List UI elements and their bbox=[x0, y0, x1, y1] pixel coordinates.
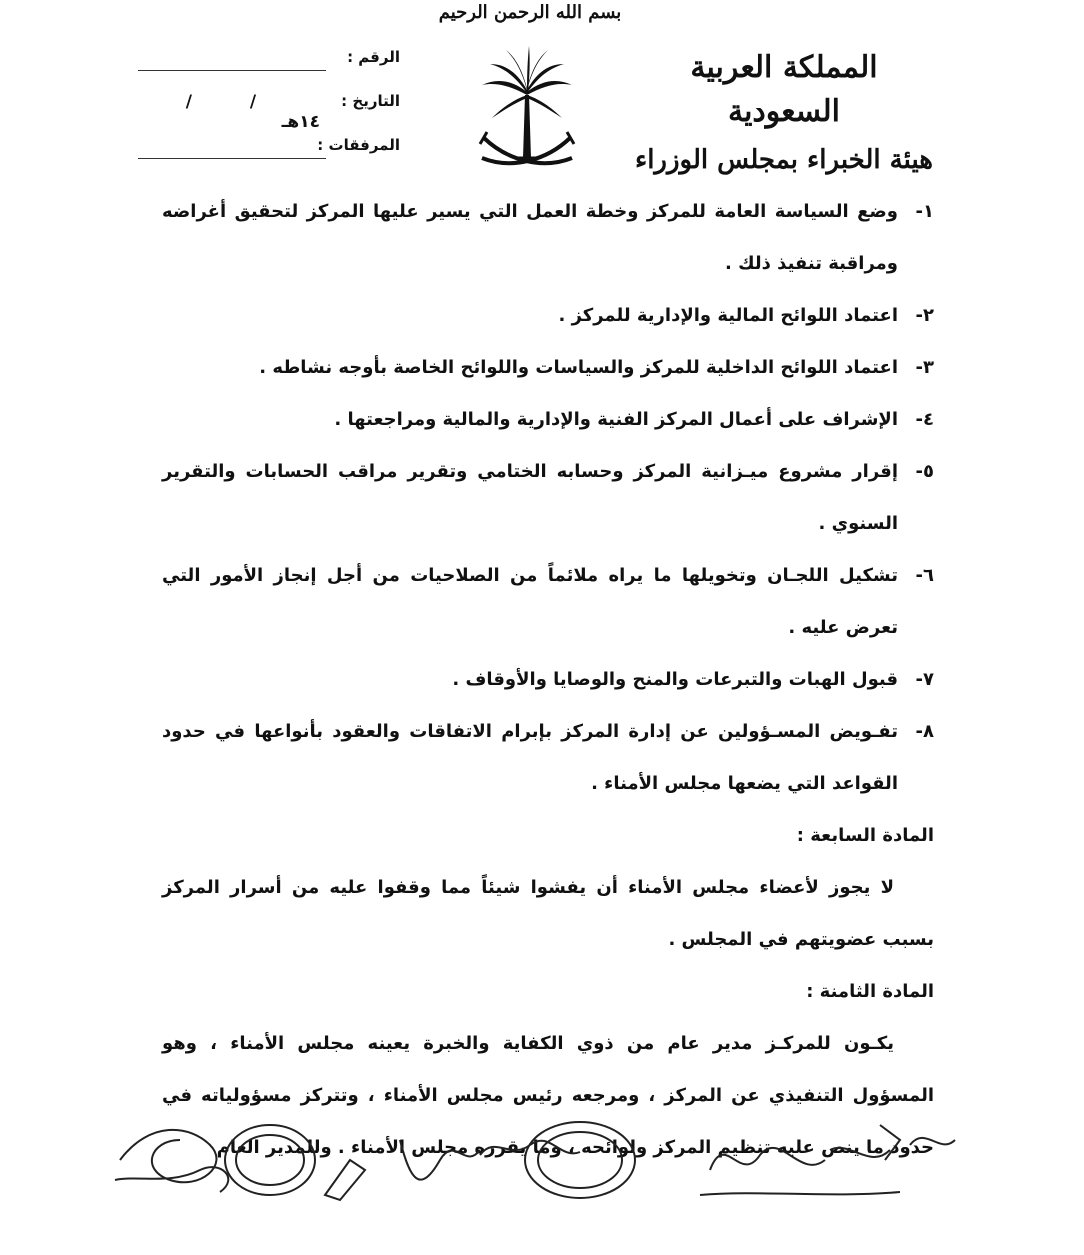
item-number: ٢- bbox=[915, 305, 934, 326]
hijri-date-template bbox=[130, 92, 320, 132]
attachments-label: المرفقات : bbox=[317, 136, 400, 154]
date-row bbox=[130, 92, 400, 136]
item-text: إقرار مشروع ميـزانية المركز وحسابه الختامي وتقرير مراقب الحسابات والتقرير السنوي . bbox=[162, 461, 898, 534]
hijri-year-suffix: ١٤هـ bbox=[281, 112, 320, 132]
numbered-item bbox=[162, 550, 934, 654]
seal-stamp bbox=[538, 1132, 622, 1188]
org-name-line2: هيئة الخبراء بمجلس الوزراء bbox=[634, 145, 933, 175]
attachments-blank-line bbox=[138, 158, 326, 159]
letter-meta-fields bbox=[130, 48, 400, 180]
letterhead-organization bbox=[634, 46, 934, 180]
numbered-item bbox=[162, 446, 934, 550]
seal-stamp bbox=[525, 1122, 635, 1198]
document-body bbox=[162, 186, 934, 1174]
article-seven-heading: المادة السابعة : bbox=[796, 825, 934, 846]
signature-mark bbox=[325, 1160, 365, 1200]
saudi-emblem-icon bbox=[472, 40, 582, 185]
signature-mark bbox=[400, 1140, 480, 1180]
item-number: ٥- bbox=[915, 461, 934, 482]
item-number: ٧- bbox=[915, 669, 934, 690]
item-text: اعتماد اللوائح الداخلية للمركز والسياسات واللوائح الخاصة بأوجه نشاطه . bbox=[259, 357, 898, 378]
date-slash: / bbox=[249, 92, 259, 112]
item-number: ١- bbox=[915, 201, 934, 222]
seal-stamp bbox=[236, 1135, 304, 1185]
numbered-item bbox=[162, 654, 934, 706]
item-text: قبول الهبات والتبرعات والمنح والوصايا والأوقاف . bbox=[452, 669, 898, 690]
signature-mark bbox=[910, 1138, 955, 1145]
numbered-item bbox=[162, 706, 934, 810]
item-text: اعتماد اللوائح المالية والإدارية للمركز . bbox=[558, 305, 898, 326]
basmala: بسم الله الرحمن الرحيم bbox=[438, 2, 622, 23]
reference-label: الرقم : bbox=[347, 48, 400, 66]
numbered-item bbox=[162, 394, 934, 446]
signatures-and-stamps bbox=[110, 1100, 970, 1255]
attachments-row bbox=[130, 136, 400, 180]
article-seven-text: لا يجوز لأعضاء مجلس الأمناء أن يفشوا شيئاً مما وقفوا عليه من أسرار المركز بسبب عضويتهم في المجلس . bbox=[162, 877, 934, 950]
signature-mark bbox=[700, 1192, 900, 1195]
article-eight-text: يكـون للمركـز مدير عام من ذوي الكفاية والخبرة يعينه مجلس الأمناء ، وهو المسؤول التنفيذي عن المركز ، ومرجعه رئيس مجلس الأمناء ، وتتركز مسؤولياته في حدود ما ينص عليه تنظيم المركز ولوائحه ، وما يقرره مجلس الأمناء . وللمدير العام bbox=[162, 1033, 934, 1158]
item-number: ٨- bbox=[915, 721, 934, 742]
item-text: تشكيل اللجـان وتخويلها ما يراه ملائماً من الصلاحيات من أجل إنجاز الأمور التي تعرض عليه . bbox=[162, 565, 898, 638]
item-number: ٤- bbox=[915, 409, 934, 430]
item-number: ٣- bbox=[915, 357, 934, 378]
article-eight-heading: المادة الثامنة : bbox=[806, 981, 934, 1002]
item-text: تفـويض المسـؤولين عن إدارة المركز بإبرام الاتفاقات والعقود بأنواعها في حدود القواعد التي يضعها مجلس الأمناء . bbox=[162, 721, 898, 794]
numbered-item bbox=[162, 290, 934, 342]
reference-blank-line bbox=[138, 70, 326, 71]
reference-number-row bbox=[130, 48, 400, 92]
numbered-item bbox=[162, 342, 934, 394]
date-label: التاريخ : bbox=[341, 92, 400, 110]
org-name-line1: المملكة العربية السعودية bbox=[690, 50, 878, 129]
signature-mark bbox=[830, 1148, 890, 1157]
signature-mark bbox=[120, 1130, 216, 1182]
item-text: الإشراف على أعمال المركز الفنية والإدارية والمالية ومراجعتها . bbox=[334, 409, 898, 430]
numbered-item bbox=[162, 186, 934, 290]
item-number: ٦- bbox=[915, 565, 934, 586]
item-text: وضع السياسة العامة للمركز وخطة العمل التي يسير عليها المركز لتحقيق أغراضه ومراقبة تنفيذ ذلك . bbox=[162, 201, 898, 274]
signature-mark bbox=[710, 1148, 825, 1170]
date-slash: / bbox=[185, 92, 195, 112]
